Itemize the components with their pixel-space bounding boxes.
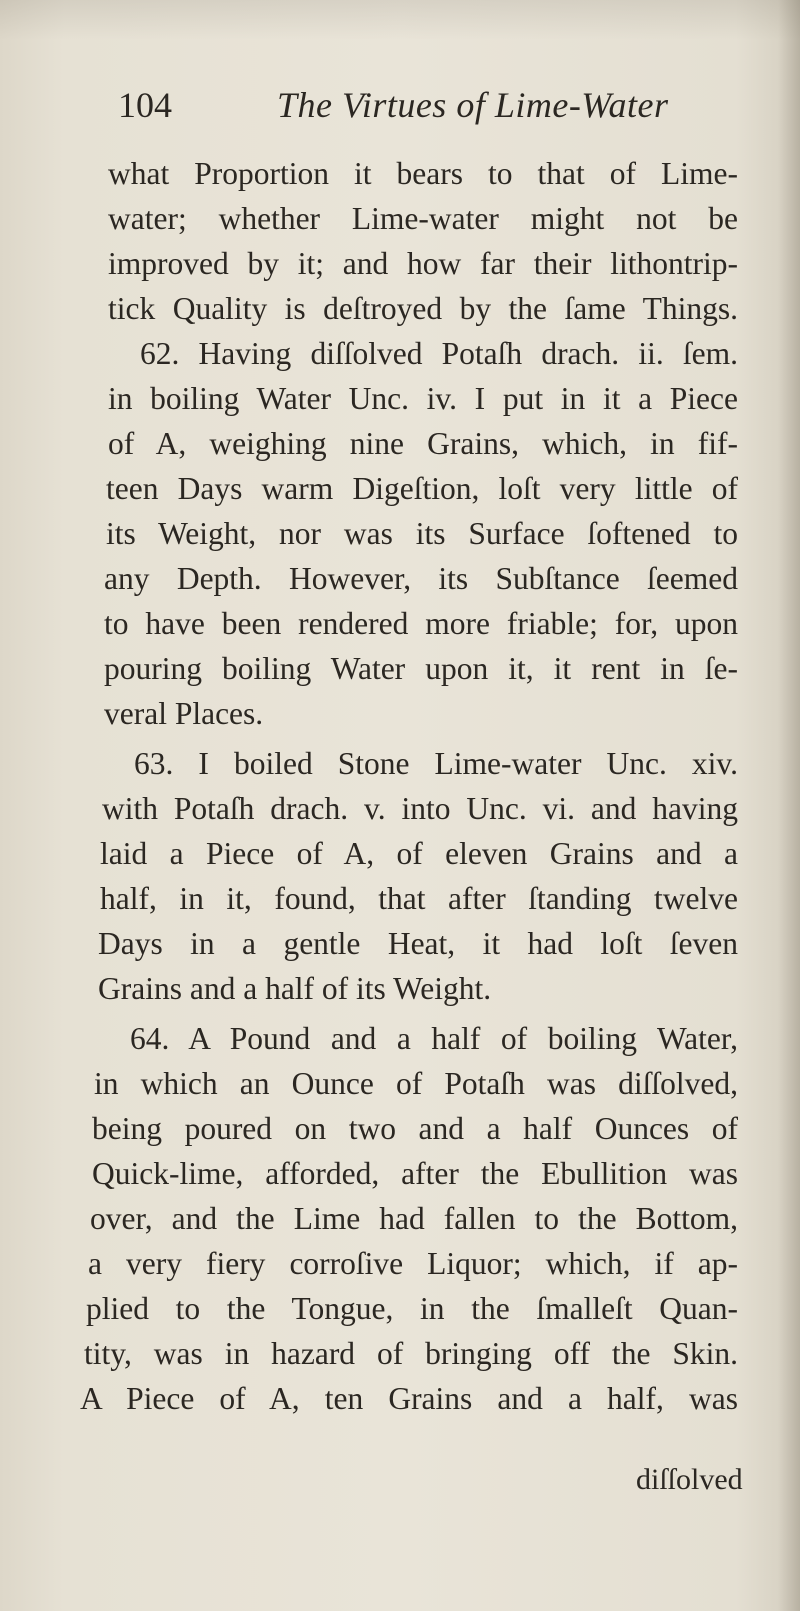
paragraph-start: 63. I boiled Stone Lime-water Unc. xiv. bbox=[134, 746, 738, 781]
text-line: veral Places. bbox=[104, 696, 264, 731]
text-line: to have been rendered more friable; for, upon bbox=[104, 606, 738, 641]
text-line: tick Quality is deſtroyed by the ſame Things. bbox=[108, 291, 738, 326]
text-line: improved by it; and how far their lithontrip- bbox=[108, 246, 738, 281]
text-line: laid a Piece of A, of eleven Grains and a bbox=[100, 836, 738, 871]
text-line: plied to the Tongue, in the ſmalleſt Quan- bbox=[86, 1291, 738, 1326]
page-number: 104 bbox=[118, 85, 172, 125]
text-line: over, and the Lime had fallen to the Bottom, bbox=[90, 1201, 738, 1236]
text-line: in which an Ounce of Potaſh was diſſolved, bbox=[94, 1066, 738, 1101]
page-top-shadow bbox=[0, 0, 800, 40]
text-line: pouring boiling Water upon it, it rent in ſe- bbox=[104, 651, 738, 686]
text-line: being poured on two and a half Ounces of bbox=[92, 1111, 738, 1146]
paragraph-start: 64. A Pound and a half of boiling Water, bbox=[130, 1021, 738, 1056]
text-line: a very fiery corroſive Liquor; which, if ap- bbox=[88, 1246, 738, 1281]
text-line: what Proportion it bears to that of Lime- bbox=[108, 156, 738, 191]
text-line: of A, weighing nine Grains, which, in fif- bbox=[108, 426, 738, 461]
text-line: with Potaſh drach. v. into Unc. vi. and having bbox=[102, 791, 738, 826]
text-line: Grains and a half of its Weight. bbox=[98, 971, 492, 1006]
text-line: half, in it, found, that after ſtanding twelve bbox=[100, 881, 738, 916]
text-line: tity, was in hazard of bringing off the Skin. bbox=[84, 1336, 738, 1371]
text-line: its Weight, nor was its Surface ſoftened to bbox=[106, 516, 738, 551]
text-line: water; whether Lime-water might not be bbox=[108, 201, 738, 236]
running-title: The Virtues of Lime-Water bbox=[277, 85, 669, 125]
page-header bbox=[118, 80, 718, 130]
text-line: any Depth. However, its Subſtance ſeemed bbox=[104, 561, 738, 596]
paragraph-start: 62. Having diſſolved Potaſh drach. ii. ſem. bbox=[140, 336, 738, 371]
text-line: A Piece of A, ten Grains and a half, was bbox=[80, 1381, 738, 1416]
text-line: Quick-lime, afforded, after the Ebullition was bbox=[92, 1156, 738, 1191]
text-line: Days in a gentle Heat, it had loſt ſeven bbox=[98, 926, 738, 961]
text-line: teen Days warm Digeſtion, loſt very little of bbox=[106, 471, 738, 506]
text-line: in boiling Water Unc. iv. I put in it a Piece bbox=[108, 381, 738, 416]
catchword: diſſolved bbox=[636, 1463, 743, 1496]
